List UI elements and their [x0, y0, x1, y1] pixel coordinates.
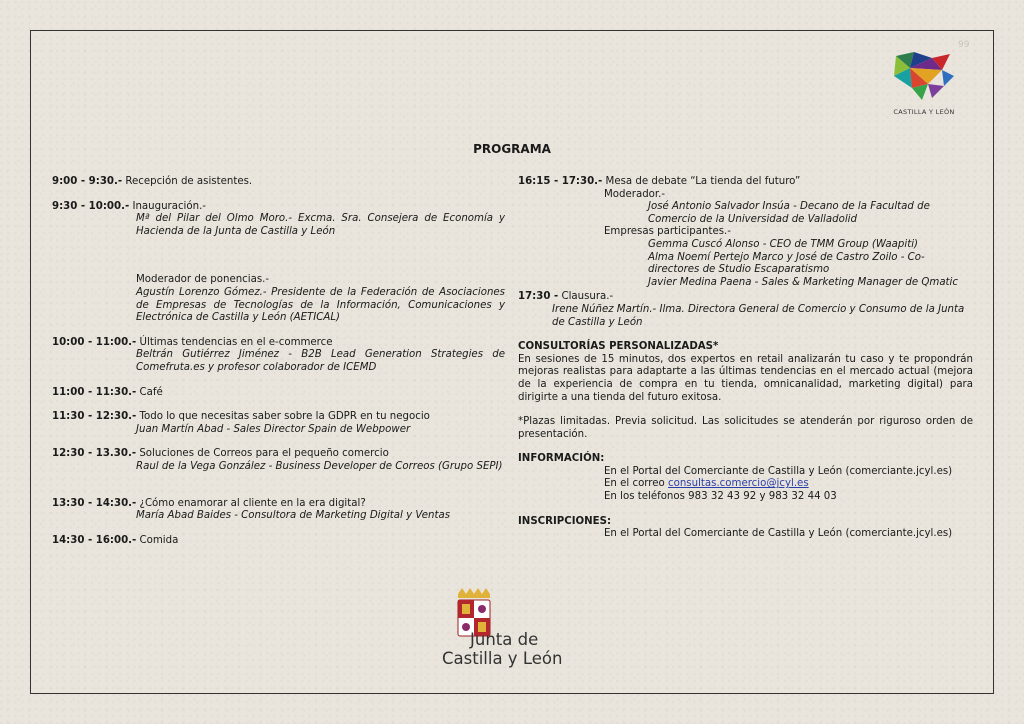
company-participant: Alma Noemí Pertejo Marco y José de Castro Zoilo - Co-directores de Studio Escaparatismo [648, 251, 925, 276]
program-item: 13:30 - 14:30.- ¿Cómo enamorar al cliente en la era digital? María Abad Baides - Consultora de Marketing Digital y Ventas [52, 498, 505, 523]
info-section: INFORMACIÓN: En el Portal del Comerciante de Castilla y León (comerciante.jcyl.es) En el correo consultas.comercio@jcyl.es En los teléfonos 983 32 43 92 y 983 32 44 03 [518, 453, 953, 503]
company-participant: Gemma Cuscó Alonso - CEO de TMM Group (Waapiti) [648, 238, 918, 250]
program-item: 11:00 - 11:30.- Café [52, 386, 163, 398]
program-item: 10:00 - 11:00.- Últimas tendencias en el e-commerce Beltrán Gutiérrez Jiménez - B2B Lead Generation Strategies de Comefruta.es y profesor colaborador de ICEMD [52, 336, 505, 373]
closing-speaker: Irene Núñez Martín.- Ilma. Directora General de Comercio y Consumo de la Junta de Castilla y León [552, 303, 965, 328]
program-right-column [518, 176, 973, 541]
email-link[interactable]: consultas.comercio@jcyl.es [668, 478, 809, 490]
moderator-block: Moderador de ponencias.- Agustín Lorenzo Gómez.- Presidente de la Federación de Asociaciones de Empresas de Tecnologías de la Información, Comunicaciones y Electrónica de Castilla y León (AETICAL) [136, 274, 505, 324]
brand-label: CASTILLA Y LEÓN [893, 108, 955, 116]
brand-mark-icon [892, 50, 956, 102]
program-item: 9:00 - 9:30.- Recepción de asistentes. [52, 176, 253, 187]
speaker: Juan Martín Abad - Sales Director Spain de Webpower [136, 423, 411, 435]
program-item: 11:30 - 12:30.- Todo lo que necesitas saber sobre la GDPR en tu negocio Juan Martín Abad - Sales Director Spain de Webpower [52, 411, 505, 436]
speaker: Mª del Pilar del Olmo Moro.- Excma. Sra. Consejera de Economía y Hacienda de la Junta de Castilla y León [136, 213, 505, 237]
program-item: 12:30 - 13.30.- Soluciones de Correos para el pequeño comercio Raul de la Vega González - Business Developer de Correos (Grupo SEPI) [52, 448, 505, 473]
closing-block: 17:30 - Clausura.- Irene Núñez Martín.- Ilma. Directora General de Comercio y Consumo de la Junta de Castilla y León [518, 291, 973, 329]
moderator: José Antonio Salvador Insúa - Decano de la Facultad de Comercio de la Universidad de Valladolid [648, 201, 930, 225]
speaker: María Abad Baides - Consultora de Marketing Digital y Ventas [136, 510, 451, 522]
program-item: 9:30 - 10:00.- Inauguración.- Mª del Pilar del Olmo Moro.- Excma. Sra. Consejera de Economía y Hacienda de la Junta de Castilla y León [52, 200, 505, 237]
speaker: Raul de la Vega González - Business Developer de Correos (Grupo SEPI) [136, 460, 503, 472]
consulting-note: *Plazas limitadas. Previa solicitud. Las solicitudes se atenderán por riguroso orden de presentación. [518, 416, 973, 440]
registration-section: INSCRIPCIONES: En el Portal del Comerciante de Castilla y León (comerciante.jcyl.es) [518, 515, 953, 540]
debate-block: 16:15 - 17:30.- Mesa de debate “La tienda del futuro” Moderador.- José Antonio Salvador Insúa - Decano de la Facultad de Comercio de la Universidad de Valladolid Empresas participantes.- Gemma Cuscó Alonso - CEO de TMM Group (Waapiti) Alma Noemí Pertejo Marco y José de Castro Zoilo - Co-directores de Studio Escaparatismo Javier Medina Paena - Sales & Marketing Manager de Qmatic [518, 176, 973, 289]
program-left-column [52, 176, 505, 559]
page-number: 99 [958, 40, 970, 50]
castilla-leon-brand-logo [884, 50, 964, 116]
program-item: 14:30 - 16:00.- Comida [52, 534, 179, 546]
junta-wordmark: Junta de Castilla y León [442, 630, 563, 668]
speaker: Beltrán Gutiérrez Jiménez - B2B Lead Generation Strategies de Comefruta.es y profesor colaborador de ICEMD [136, 349, 505, 373]
consulting-section: CONSULTORÍAS PERSONALIZADAS* En sesiones de 15 minutos, dos expertos en retail analizarán tu caso y te propondrán mejoras realistas para adaptarte a las últimas tendencias en el mercado actual (mejora de la experiencia de compra en tu tienda, omnicanalidad, marketing digital) para dirigirte a una tienda del futuro exitosa. [518, 341, 973, 403]
page-title: PROGRAMA [473, 142, 551, 156]
company-participant: Javier Medina Paena - Sales & Marketing Manager de Qmatic [648, 276, 958, 288]
moderator: Agustín Lorenzo Gómez.- Presidente de la Federación de Asociaciones de Empresas de Tecnologías de la Información, Comunicaciones y Electrónica de Castilla y León (AETICAL) [136, 286, 505, 324]
